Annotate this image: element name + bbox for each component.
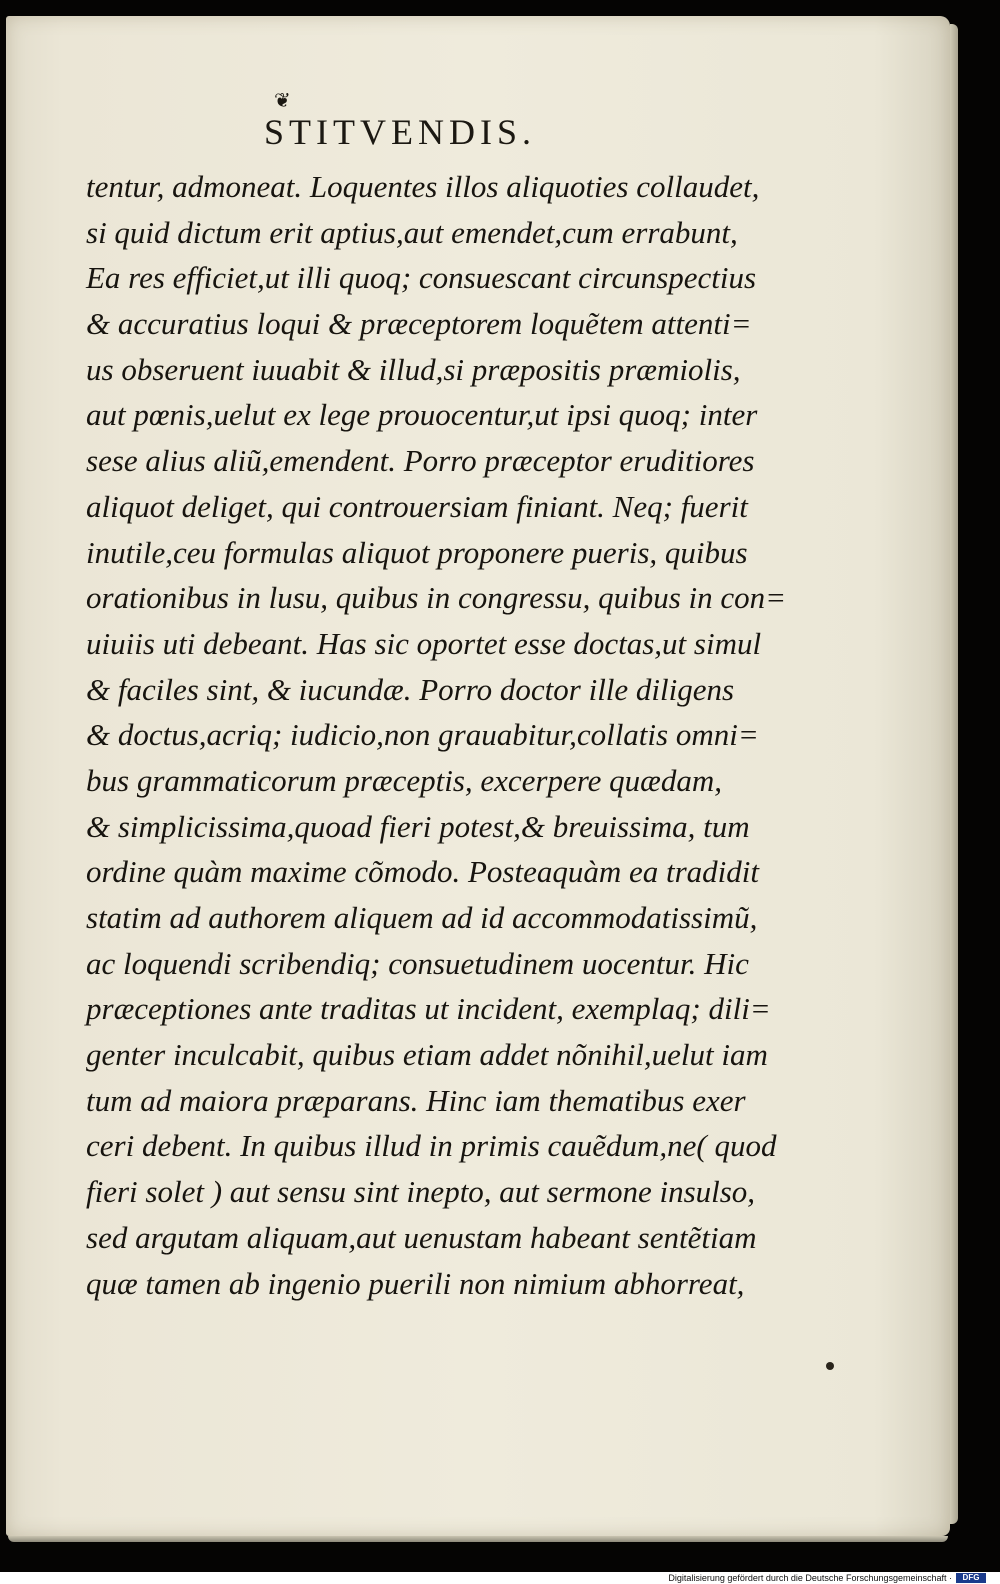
text-line: sed argutam aliquam,aut uenustam habeant sentẽtiam <box>86 1219 757 1255</box>
book-page <box>6 16 950 1536</box>
text-line: tentur, admoneat. Loquentes illos aliquoties collaudet, <box>86 169 760 204</box>
text-line: præceptiones ante traditas ut incident, exemplaq; dili= <box>86 991 771 1027</box>
text-line: & simplicissima,quoad fieri potest,& breuissima, tum <box>86 808 750 844</box>
text-line: & doctus,acriq; iudicio,non grauabitur,collatis omni= <box>86 717 759 753</box>
text-line: inutile,ceu formulas aliquot proponere pueris, quibus <box>86 534 748 570</box>
text-line: sese alius aliũ,emendent. Porro præceptor eruditiores <box>86 443 755 479</box>
text-line: fieri solet ) aut sensu sint inepto, aut sermone insulso, <box>86 1174 756 1210</box>
text-line: aut pœnis,uelut ex lege prouocentur,ut ipsi quoq; inter <box>86 397 758 433</box>
body-text <box>86 164 846 1306</box>
text-line: ac loquendi scribendiq; consuetudinem uocentur. Hic <box>86 945 749 981</box>
text-line: genter inculcabit, quibus etiam addet nõnihil,uelut iam <box>86 1037 768 1073</box>
funding-credit: Digitalisierung gefördert durch die Deutsche Forschungsgemeinschaft · <box>668 1573 952 1583</box>
text-line: bus grammaticorum præceptis, excerpere quædam, <box>86 762 722 798</box>
text-line: us obseruent iuuabit & illud,si præpositis præmiolis, <box>86 351 741 387</box>
running-head: STITVENDIS. <box>264 112 536 152</box>
text-line: ordine quàm maxime cõmodo. Posteaquàm ea tradidit <box>86 854 760 890</box>
text-line: aliquot deliget, qui controuersiam finiant. Neq; fuerit <box>86 488 748 524</box>
text-line: statim ad authorem aliquem ad id accommodatissimũ, <box>86 900 758 935</box>
fleuron-icon: ❦ <box>274 88 291 112</box>
text-line: & accuratius loqui & præceptorem loquẽtem attenti= <box>86 306 752 342</box>
text-line: quæ tamen ab ingenio puerili non nimium abhorreat, <box>86 1265 745 1301</box>
text-line: Ea res efficiet,ut illi quoq; consuescant circunspectius <box>86 260 757 296</box>
text-line: ceri debent. In quibus illud in primis cauẽdum,ne( quod <box>86 1128 777 1164</box>
dfg-logo: DFG <box>956 1573 986 1583</box>
text-line: orationibus in lusu, quibus in congressu, quibus in con= <box>86 580 787 616</box>
ink-speck <box>826 1362 834 1370</box>
text-line: tum ad maiora præparans. Hinc iam thematibus exer <box>86 1082 746 1118</box>
text-line: uiuiis uti debeant. Has sic oportet esse doctas,ut simul <box>86 625 762 661</box>
text-line: si quid dictum erit aptius,aut emendet,cum errabunt, <box>86 214 738 250</box>
text-line: & faciles sint, & iucundæ. Porro doctor ille diligens <box>86 671 735 707</box>
